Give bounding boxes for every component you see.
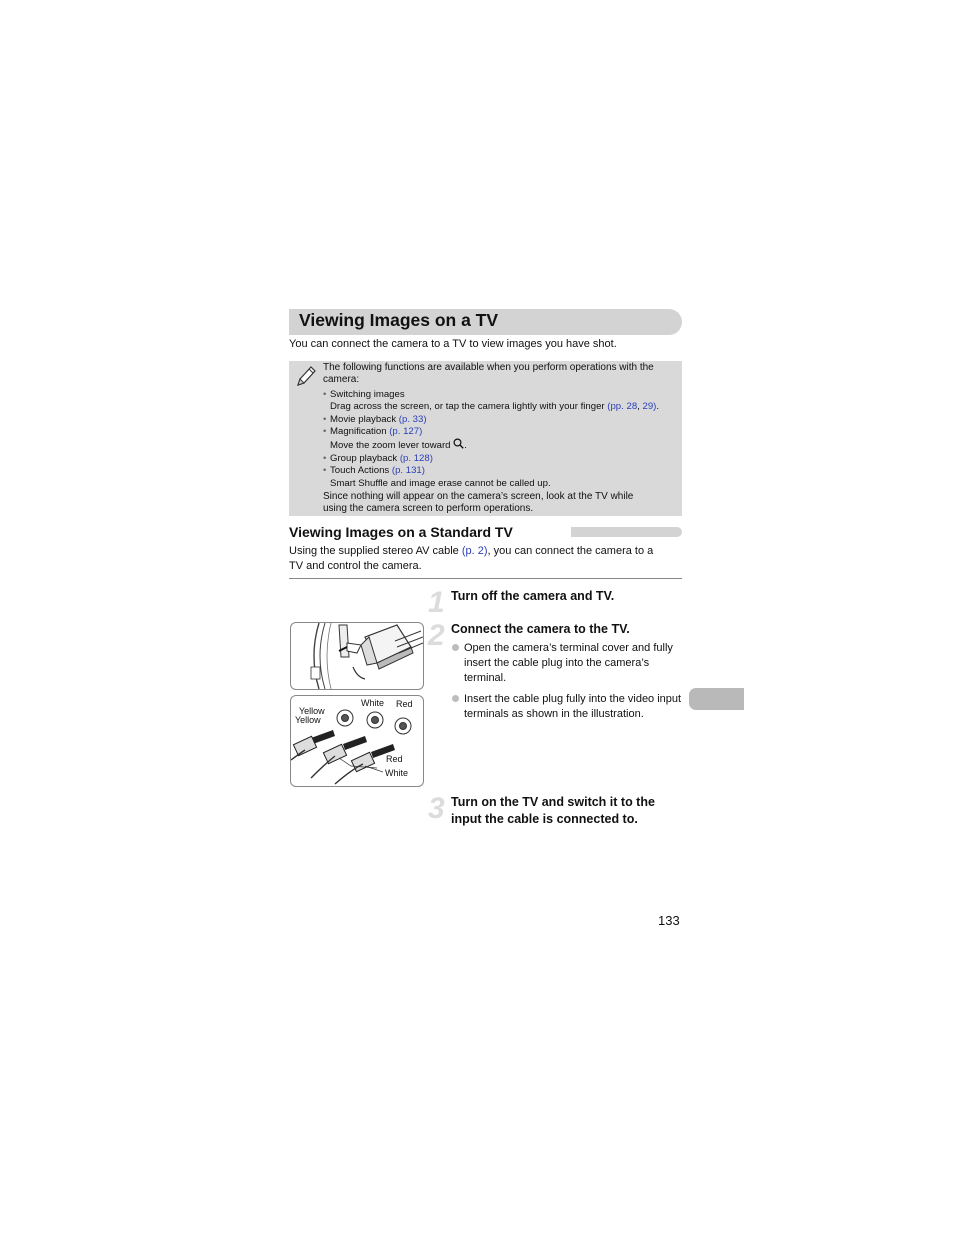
camera-terminal-illustration [290, 622, 424, 690]
page-number: 133 [658, 913, 680, 928]
note-bullet: • Switching images [323, 388, 405, 400]
link-p-128[interactable]: (p. 128) [399, 452, 433, 464]
note-bullet: • Movie playback (p. 33) [323, 413, 427, 425]
subsection-paragraph: Using the supplied stereo AV cable (p. 2), you can connect the camera to a TV and control the camera. [289, 545, 654, 572]
subsection-title: Viewing Images on a Standard TV [289, 524, 513, 540]
note-box [289, 361, 682, 516]
note-bullet: • Group playback (p. 128) [323, 452, 433, 464]
step-number: 1 [428, 586, 445, 619]
link-p-131[interactable]: (p. 131) [391, 465, 425, 477]
section-title-bar [289, 309, 682, 335]
note-line: camera: [323, 374, 360, 386]
note-bullet: • Touch Actions (p. 131) [323, 465, 425, 477]
av-cable-illustration [290, 695, 424, 787]
label-white: White [385, 768, 409, 778]
note-sub-line: Smart Shuffle and image erase cannot be called up. [330, 477, 551, 489]
note-line: The following functions are available when you perform operations with the [323, 362, 654, 373]
step-bullet: Open the camera’s terminal cover and fully insert the cable plug into the camera’s terminal. [464, 641, 686, 686]
step-number: 2 [428, 619, 445, 652]
divider [289, 578, 682, 579]
step-title: Turn on the TV and switch it to the input the cable is connected to. [451, 795, 655, 826]
label-yellow: Yellow [295, 715, 321, 725]
label-red: Red [386, 754, 403, 764]
note-line: Since nothing will appear on the camera’s screen, look at the TV while [323, 491, 634, 503]
link-p-2[interactable]: (p. 2) [461, 545, 488, 557]
note-sub-line: Move the zoom lever toward . [330, 440, 467, 452]
bullet-dot [452, 695, 459, 702]
step-title: Turn off the camera and TV. [451, 589, 615, 603]
label-yellow: Yellow [299, 706, 325, 716]
camera-cable-drawing [291, 623, 423, 689]
step-title: Connect the camera to the TV. [451, 622, 630, 636]
step-bullet: Insert the cable plug fully into the video input terminals as shown in the illustration. [464, 692, 686, 722]
note-content [323, 362, 679, 516]
link-p-33[interactable]: (p. 33) [398, 413, 427, 425]
link-pp-29[interactable]: 29) [642, 401, 657, 413]
note-line: using the camera screen to perform operations. [323, 503, 534, 515]
link-pp-28[interactable]: (pp. 28 [607, 401, 638, 413]
note-sub-line: Drag across the screen, or tap the camera lightly with your finger (pp. 28, 29). [330, 401, 660, 413]
label-red: Red [396, 699, 413, 709]
pencil-icon [295, 365, 317, 389]
label-white: White [361, 698, 385, 708]
intro-text: You can connect the camera to a TV to view images you have shot. [289, 338, 617, 350]
chapter-tab [689, 688, 744, 710]
page-title: Viewing Images on a TV [299, 310, 499, 330]
bullet-dot [452, 644, 459, 651]
note-bullet: • Magnification (p. 127) [323, 426, 423, 438]
subsection-title-bar [571, 527, 682, 537]
step-number: 3 [428, 792, 445, 825]
magnify-icon [453, 438, 464, 449]
link-p-127[interactable]: (p. 127) [389, 426, 423, 438]
